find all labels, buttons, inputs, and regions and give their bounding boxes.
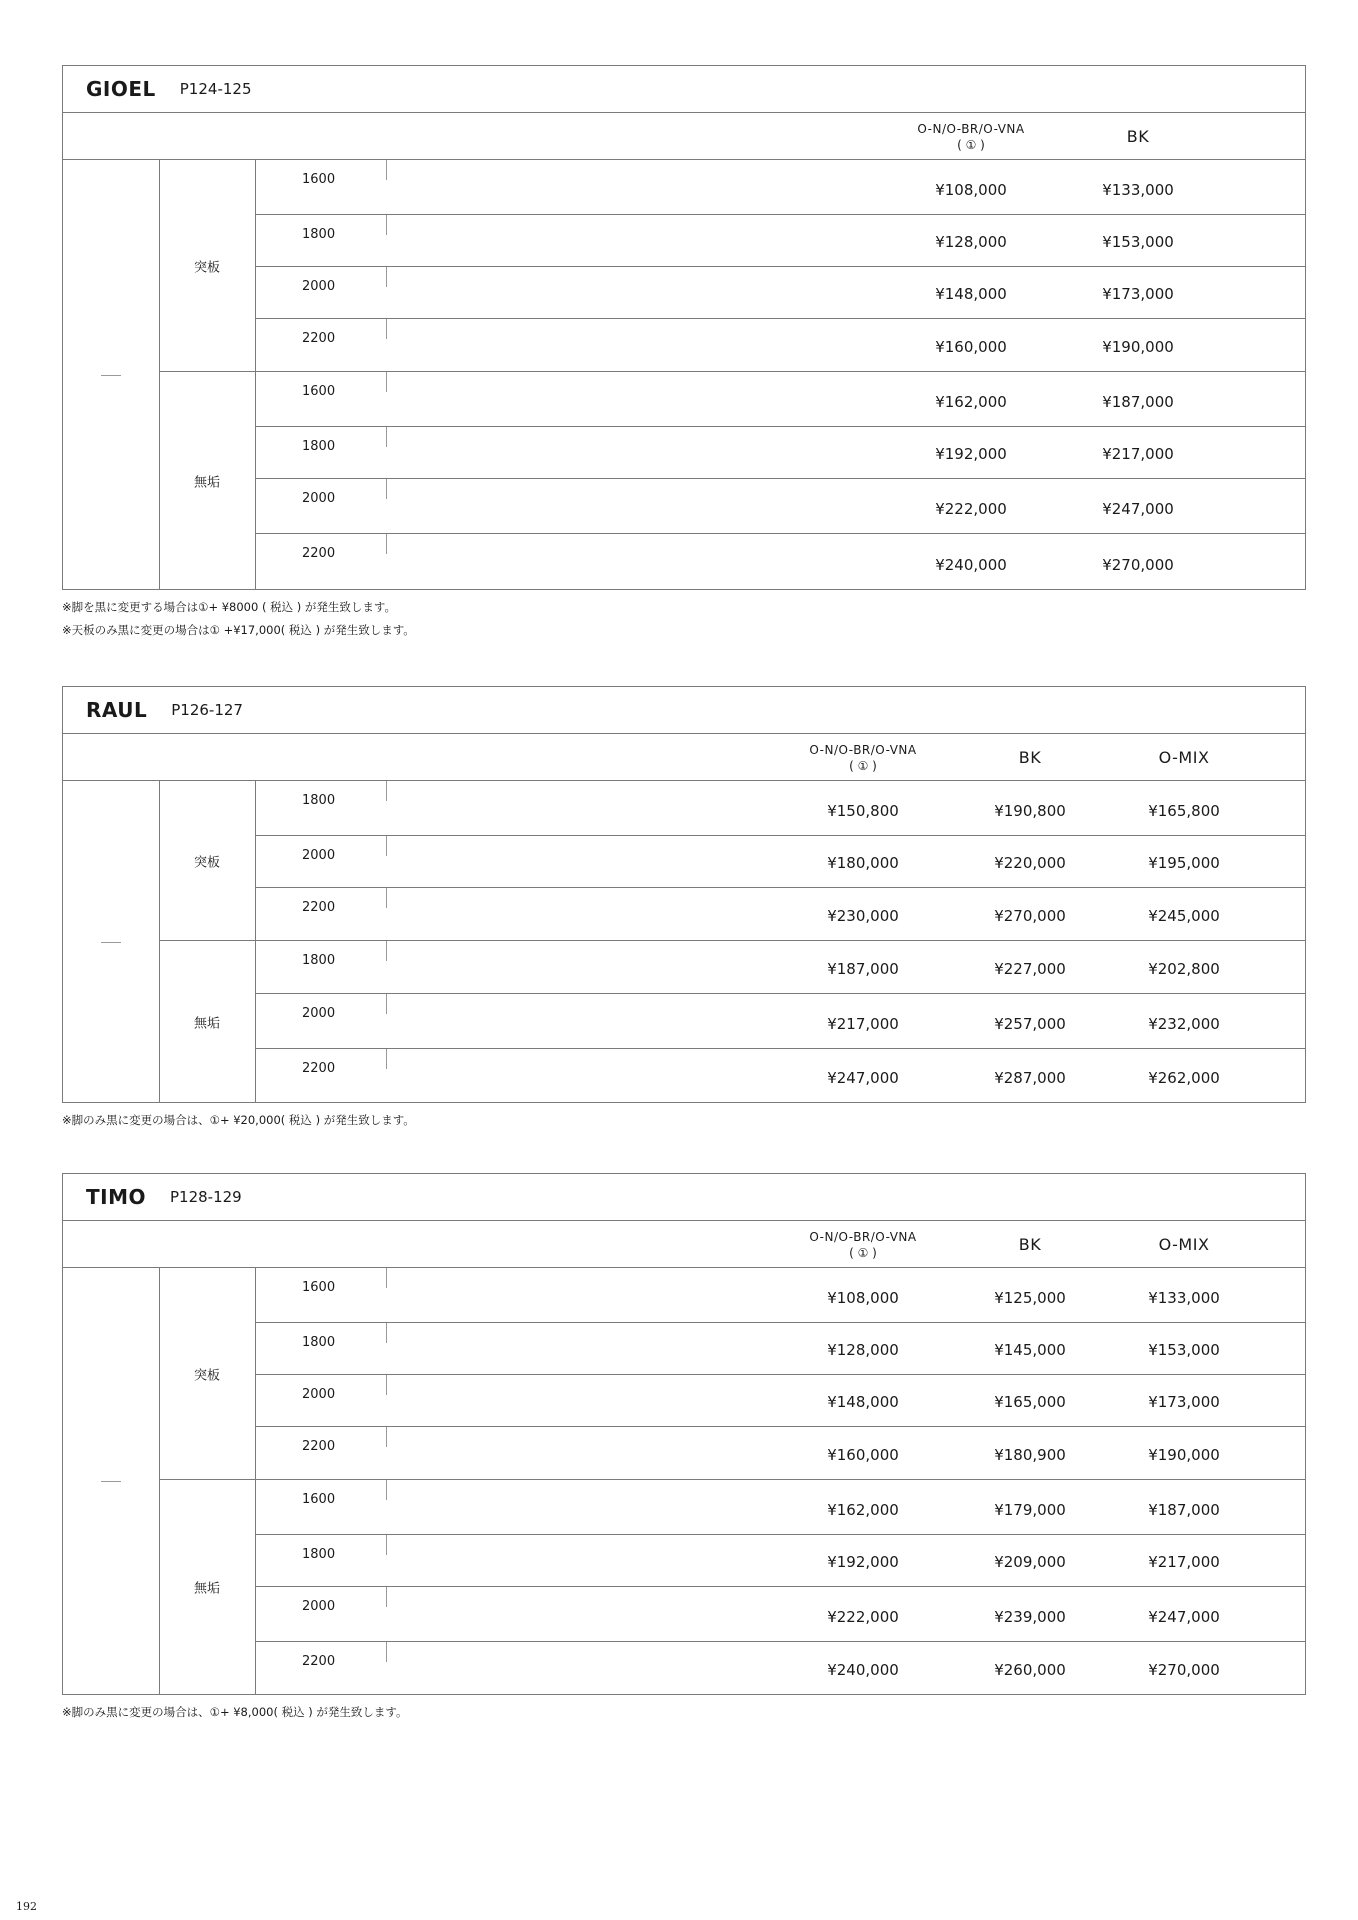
table-row xyxy=(256,1375,1305,1427)
divider-tick xyxy=(386,888,387,908)
column-header xyxy=(1019,734,1041,781)
product-block-raul xyxy=(62,686,1306,1132)
price-cell: ¥125,000 xyxy=(994,1289,1066,1307)
material-label: 突板 xyxy=(193,260,220,275)
size-label: 2200 xyxy=(302,331,336,346)
size-label: 1600 xyxy=(302,172,336,187)
price-cell: ¥257,000 xyxy=(994,1015,1066,1033)
size-label: 2000 xyxy=(302,1006,336,1021)
material-cell xyxy=(159,160,256,372)
size-label: 1800 xyxy=(302,1547,336,1562)
divider-tick xyxy=(386,1375,387,1395)
page-number: 192 xyxy=(16,1900,37,1913)
divider-tick xyxy=(386,427,387,447)
table-title-row xyxy=(63,1174,1305,1221)
material-label: 無垢 xyxy=(193,475,220,490)
table-row xyxy=(256,1480,1305,1535)
price-cell: ¥260,000 xyxy=(994,1661,1066,1679)
footnote: ※脚を黒に変更する場合は①+ ¥8000 ( 税込 ) が発生致します。 xyxy=(62,600,396,614)
column-header xyxy=(1127,113,1149,160)
material-cell xyxy=(159,372,256,589)
price-cell: ¥262,000 xyxy=(1148,1069,1220,1087)
price-cell: ¥247,000 xyxy=(827,1069,899,1087)
price-cell: ¥239,000 xyxy=(994,1608,1066,1626)
divider-tick xyxy=(386,534,387,554)
price-cell: ¥108,000 xyxy=(827,1289,899,1307)
table-row xyxy=(256,994,1305,1049)
table-row xyxy=(256,427,1305,479)
table-row xyxy=(256,160,1305,215)
column-header-label: O-N/O-BR/O-VNA xyxy=(809,742,917,757)
table-row xyxy=(256,1587,1305,1642)
table-row xyxy=(256,1268,1305,1323)
price-cell: ¥195,000 xyxy=(1148,854,1220,872)
divider-tick xyxy=(386,994,387,1014)
material-cell xyxy=(159,1480,256,1694)
price-cell: ¥187,000 xyxy=(1102,393,1174,411)
size-label: 2000 xyxy=(302,848,336,863)
price-cell: ¥180,000 xyxy=(827,854,899,872)
table-row xyxy=(256,267,1305,319)
column-header xyxy=(1159,734,1210,781)
product-block-timo xyxy=(62,1173,1306,1724)
divider-tick xyxy=(386,160,387,180)
size-label: 1600 xyxy=(302,1280,336,1295)
price-table xyxy=(62,65,1306,590)
price-cell: ¥187,000 xyxy=(1148,1501,1220,1519)
footnote: ※天板のみ黒に変更の場合は① +¥17,000( 税込 ) が発生致します。 xyxy=(62,623,415,637)
page-reference: P128-129 xyxy=(170,1188,242,1206)
column-header xyxy=(917,113,1024,160)
price-cell: ¥148,000 xyxy=(827,1393,899,1411)
price-cell: ¥217,000 xyxy=(1102,445,1174,463)
price-cell: ¥222,000 xyxy=(935,500,1007,518)
price-table xyxy=(62,1173,1306,1695)
product-name: RAUL xyxy=(86,698,148,722)
size-label: 1800 xyxy=(302,1335,336,1350)
size-label: 1600 xyxy=(302,1492,336,1507)
divider-tick xyxy=(386,1535,387,1555)
column-header-sublabel: ( ① ) xyxy=(849,758,877,773)
table-row xyxy=(256,319,1305,372)
footnotes xyxy=(62,596,1306,642)
column-header xyxy=(809,1221,916,1268)
material-label: 無垢 xyxy=(193,1581,220,1597)
footnote: ※脚のみ黒に変更の場合は、①+ ¥20,000( 税込 ) が発生致します。 xyxy=(62,1113,415,1127)
price-cell: ¥230,000 xyxy=(827,907,899,925)
product-name: GIOEL xyxy=(86,77,156,101)
price-cell: ¥173,000 xyxy=(1148,1393,1220,1411)
price-cell: ¥160,000 xyxy=(827,1446,899,1464)
size-label: 1800 xyxy=(302,953,336,968)
page-reference: P124-125 xyxy=(179,80,252,98)
table-body xyxy=(63,1268,1305,1694)
table-row xyxy=(256,781,1305,836)
column-header-label: O-MIX xyxy=(1158,748,1210,767)
table-row xyxy=(256,372,1305,427)
column-header-label: BK xyxy=(1126,127,1150,146)
table-row xyxy=(256,836,1305,888)
product-name: TIMO xyxy=(86,1185,146,1209)
table-body xyxy=(63,781,1305,1102)
price-cell: ¥217,000 xyxy=(827,1015,899,1033)
table-row xyxy=(256,1323,1305,1375)
page-reference: P126-127 xyxy=(171,701,243,719)
column-header-label: BK xyxy=(1018,748,1042,767)
price-cell: ¥270,000 xyxy=(994,907,1066,925)
price-cell: ¥153,000 xyxy=(1102,233,1174,251)
divider-tick xyxy=(386,267,387,287)
price-cell: ¥190,000 xyxy=(1102,338,1174,356)
column-header-sublabel: ( ① ) xyxy=(849,1245,877,1260)
price-cell: ¥179,000 xyxy=(994,1501,1066,1519)
divider-tick xyxy=(386,319,387,339)
divider-tick xyxy=(386,1268,387,1288)
divider-tick xyxy=(386,836,387,856)
material-cell xyxy=(159,781,256,941)
footnotes xyxy=(62,1109,1306,1132)
price-cell: ¥180,900 xyxy=(994,1446,1066,1464)
price-cell: ¥128,000 xyxy=(827,1341,899,1359)
table-row xyxy=(256,479,1305,534)
price-cell: ¥245,000 xyxy=(1148,907,1220,925)
price-cell: ¥247,000 xyxy=(1148,1608,1220,1626)
column-header-row xyxy=(63,734,1305,781)
price-cell: ¥190,800 xyxy=(994,802,1066,820)
column-header xyxy=(1159,1221,1210,1268)
price-cell: ¥270,000 xyxy=(1102,556,1174,574)
size-label: 1800 xyxy=(302,439,336,454)
material-label: 無垢 xyxy=(193,1016,220,1031)
price-cell: ¥270,000 xyxy=(1148,1661,1220,1679)
price-cell: ¥133,000 xyxy=(1102,181,1174,199)
price-cell: ¥133,000 xyxy=(1148,1289,1220,1307)
price-cell: ¥192,000 xyxy=(935,445,1007,463)
column-header xyxy=(809,734,916,781)
price-cell: ¥128,000 xyxy=(935,233,1007,251)
material-cell xyxy=(159,941,256,1102)
divider-tick xyxy=(386,1049,387,1069)
table-row xyxy=(256,1427,1305,1480)
column-header-row xyxy=(63,1221,1305,1268)
divider-tick xyxy=(386,941,387,961)
price-cell: ¥160,000 xyxy=(935,338,1007,356)
size-label: 2200 xyxy=(302,546,336,561)
table-row xyxy=(256,1049,1305,1102)
table-row xyxy=(256,1535,1305,1587)
column-header-label: O-N/O-BR/O-VNA xyxy=(809,1229,917,1244)
price-cell: ¥220,000 xyxy=(994,854,1066,872)
size-label: 2200 xyxy=(302,1439,336,1454)
category-cell xyxy=(63,160,160,589)
price-cell: ¥247,000 xyxy=(1102,500,1174,518)
price-cell: ¥202,800 xyxy=(1148,960,1220,978)
divider-tick xyxy=(386,215,387,235)
price-cell: ¥162,000 xyxy=(827,1501,899,1519)
size-label: 1800 xyxy=(302,793,336,808)
column-header-label: O-MIX xyxy=(1158,1235,1210,1254)
table-body xyxy=(63,160,1305,589)
column-header xyxy=(1019,1221,1041,1268)
dash-mark xyxy=(101,942,121,943)
table-row xyxy=(256,215,1305,267)
column-header-row xyxy=(63,113,1305,160)
price-cell: ¥173,000 xyxy=(1102,285,1174,303)
price-cell: ¥240,000 xyxy=(827,1661,899,1679)
footnotes xyxy=(62,1701,1306,1724)
size-label: 2200 xyxy=(302,1654,336,1669)
divider-tick xyxy=(386,781,387,801)
table-title-row xyxy=(63,66,1305,113)
category-cell xyxy=(63,1268,160,1694)
price-cell: ¥165,800 xyxy=(1148,802,1220,820)
table-title-row xyxy=(63,687,1305,734)
price-cell: ¥222,000 xyxy=(827,1608,899,1626)
material-label: 突板 xyxy=(193,855,220,870)
price-cell: ¥108,000 xyxy=(935,181,1007,199)
price-cell: ¥190,000 xyxy=(1148,1446,1220,1464)
price-cell: ¥287,000 xyxy=(994,1069,1066,1087)
category-cell xyxy=(63,781,160,1102)
price-cell: ¥217,000 xyxy=(1148,1553,1220,1571)
divider-tick xyxy=(386,1642,387,1662)
product-block-gioel xyxy=(62,65,1306,642)
material-cell xyxy=(159,1268,256,1480)
price-cell: ¥240,000 xyxy=(935,556,1007,574)
price-cell: ¥227,000 xyxy=(994,960,1066,978)
price-cell: ¥153,000 xyxy=(1148,1341,1220,1359)
table-row xyxy=(256,888,1305,941)
size-label: 2000 xyxy=(302,279,336,294)
table-row xyxy=(256,534,1305,589)
size-label: 2000 xyxy=(302,1387,336,1402)
dash-mark xyxy=(101,1481,121,1482)
price-cell: ¥148,000 xyxy=(935,285,1007,303)
divider-tick xyxy=(386,1480,387,1500)
price-cell: ¥165,000 xyxy=(994,1393,1066,1411)
divider-tick xyxy=(386,1427,387,1447)
table-row xyxy=(256,941,1305,994)
material-label: 突板 xyxy=(193,1368,220,1383)
divider-tick xyxy=(386,1323,387,1343)
price-table xyxy=(62,686,1306,1103)
size-label: 2000 xyxy=(302,491,336,506)
column-header-label: O-N/O-BR/O-VNA xyxy=(917,121,1025,136)
divider-tick xyxy=(386,1587,387,1607)
price-cell: ¥209,000 xyxy=(994,1553,1066,1571)
size-label: 2200 xyxy=(302,1061,336,1076)
footnote: ※脚のみ黒に変更の場合は、①+ ¥8,000( 税込 ) が発生致します。 xyxy=(62,1705,408,1719)
price-cell: ¥150,800 xyxy=(827,802,899,820)
dash-mark xyxy=(101,375,121,376)
price-cell: ¥145,000 xyxy=(994,1341,1066,1359)
price-cell: ¥192,000 xyxy=(827,1553,899,1571)
size-label: 2000 xyxy=(302,1599,336,1614)
divider-tick xyxy=(386,479,387,499)
size-label: 2200 xyxy=(302,900,336,915)
price-cell: ¥187,000 xyxy=(827,960,899,978)
size-label: 1600 xyxy=(302,384,336,399)
divider-tick xyxy=(386,372,387,392)
size-label: 1800 xyxy=(302,227,336,242)
column-header-label: BK xyxy=(1018,1235,1042,1254)
price-cell: ¥162,000 xyxy=(935,393,1007,411)
column-header-sublabel: ( ① ) xyxy=(957,137,985,152)
table-row xyxy=(256,1642,1305,1694)
price-cell: ¥232,000 xyxy=(1148,1015,1220,1033)
